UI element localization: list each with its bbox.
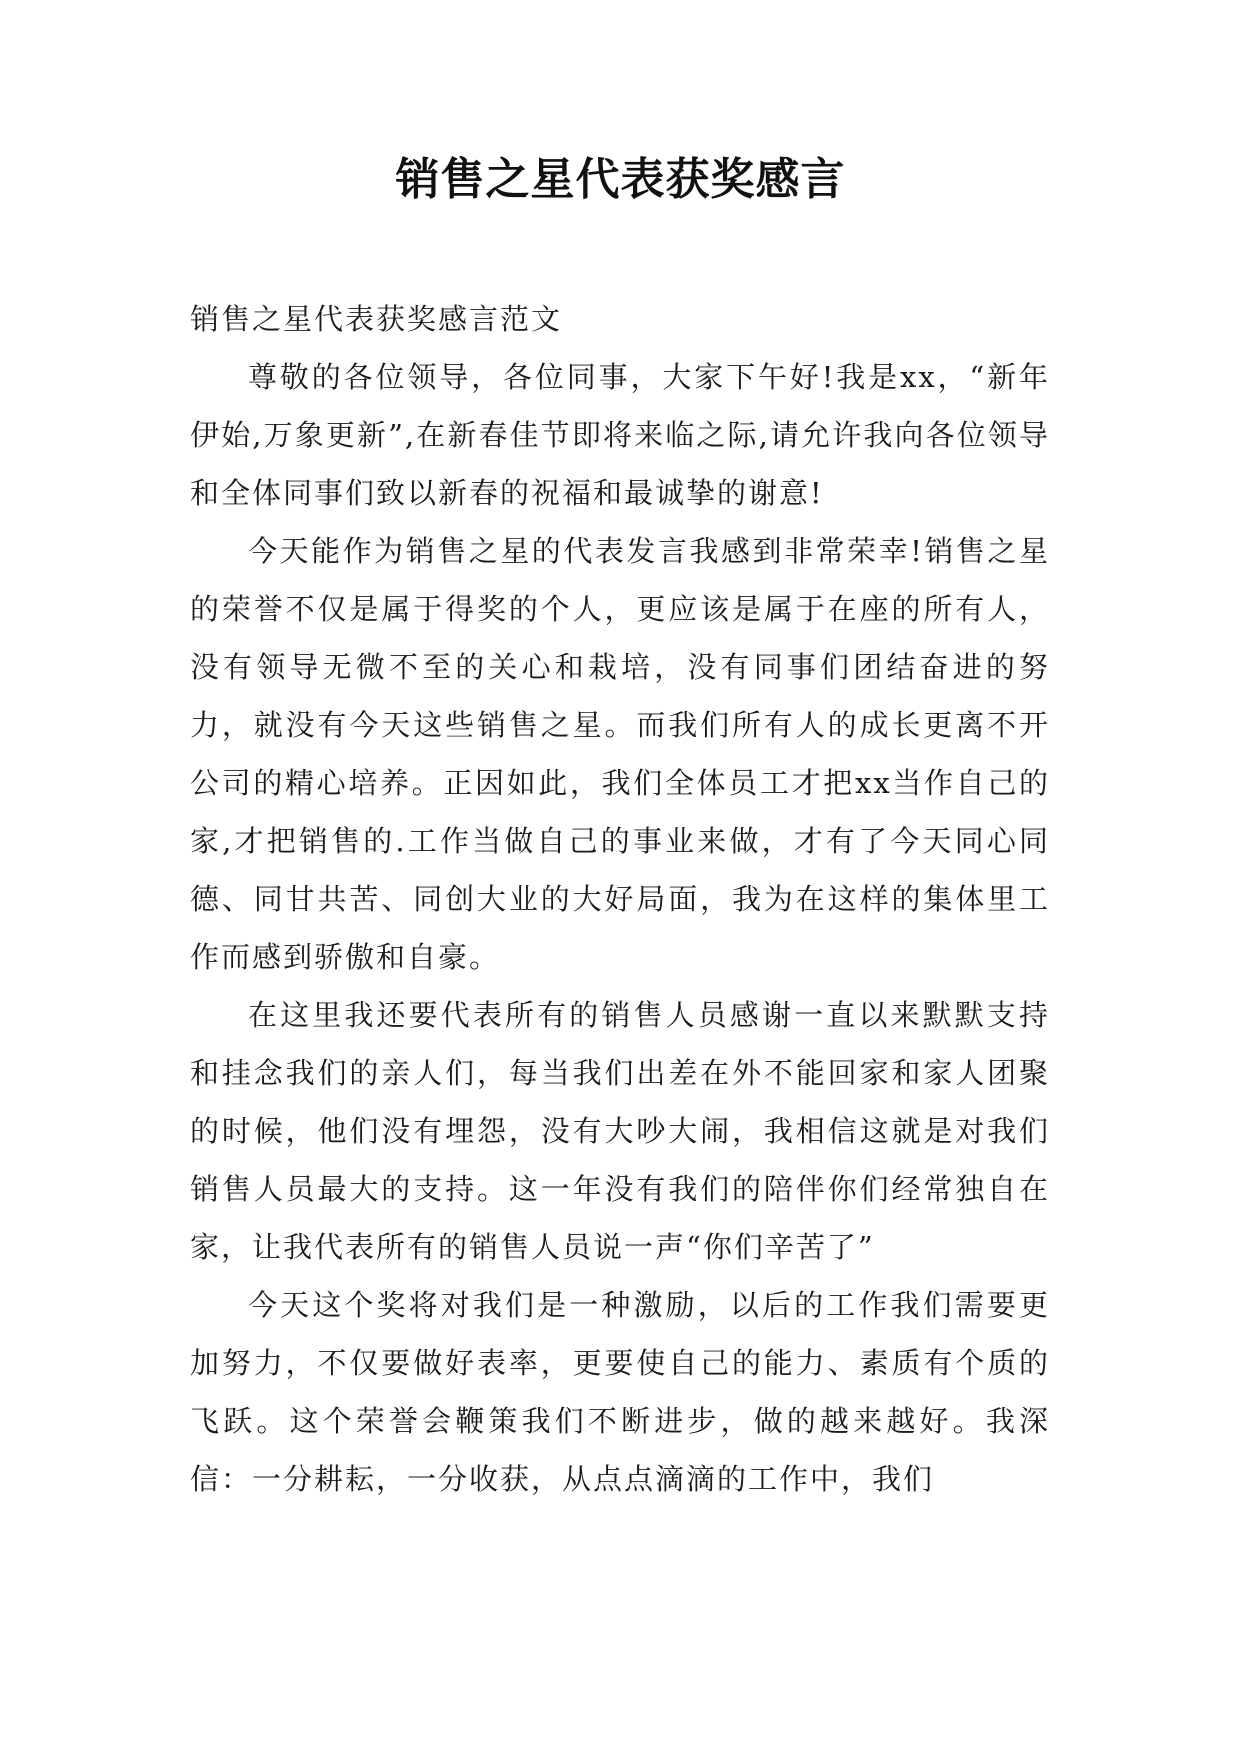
document-title: 销售之星代表获奖感言 bbox=[395, 154, 846, 205]
paragraph-family-thanks: 在这里我还要代表所有的销售人员感谢一直以来默默支持和挂念我们的亲人们，每当我们出差在外不能回家和家人团聚的时候，他们没有埋怨，没有大吵大闹，我相信这就是对我们销售人员最大的支持。这一年没有我们的陪伴你们经常独自在家，让我代表所有的销售人员说一声“你们辛苦了” bbox=[190, 998, 1050, 1264]
paragraph-honor: 今天能作为销售之星的代表发言我感到非常荣幸!销售之星的荣誉不仅是属于得奖的个人，更应该是属于在座的所有人，没有领导无微不至的关心和栽培，没有同事们团结奋进的努力，就没有今天这些销售之星。而我们所有人的成长更离不开公司的精心培养。正因如此，我们全体员工才把xx当作自己的家,才把销售的.工作当做自己的事业来做，才有了今天同心同德、同甘共苦、同创大业的大好局面，我为在这样的集体里工作而感到骄傲和自豪。 bbox=[190, 534, 1050, 974]
paragraph-greeting: 尊敬的各位领导，各位同事，大家下午好!我是xx，“新年伊始,万象更新”,在新春佳节即将来临之际,请允许我向各位领导和全体同事们致以新春的祝福和最诚挚的谢意! bbox=[190, 360, 1050, 510]
document-subtitle: 销售之星代表获奖感言范文 bbox=[190, 302, 563, 336]
paragraph-motivation: 今天这个奖将对我们是一种激励，以后的工作我们需要更加努力，不仅要做好表率，更要使自己的能力、素质有个质的飞跃。这个荣誉会鞭策我们不断进步，做的越来越好。我深信：一分耕耘，一分收获，从点点滴滴的工作中，我们 bbox=[190, 1288, 1050, 1496]
document-body bbox=[190, 290, 1050, 1508]
